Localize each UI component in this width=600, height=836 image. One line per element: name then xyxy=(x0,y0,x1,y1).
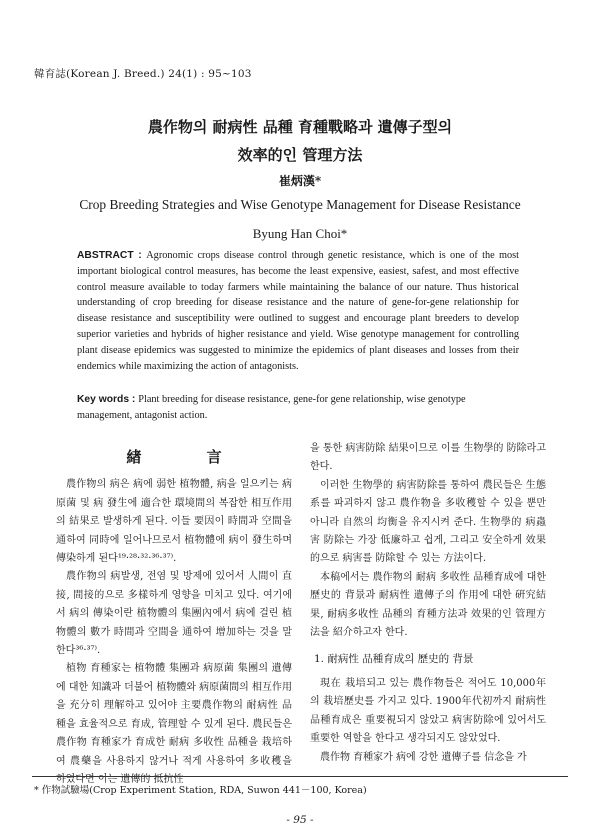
english-title: Crop Breeding Strategies and Wise Genotype Management for Disease Resistance xyxy=(79,197,521,212)
section-heading-introduction: 緖 言 xyxy=(126,448,252,466)
body-paragraph: 이러한 生物學的 病害防除를 통하여 農民들은 生態系를 파괴하지 않고 農作物을 多收穫할 수 있을 뿐만 아니라 自然의 均衡을 유지시켜 준다. 生物學的 病蟲害 防除는 가장 低廉하고 쉽게, 그리고 安全하게 效果的으로 病害를 防除할 수 있는 方法이다. xyxy=(310,479,546,565)
body-paragraph: 農作物의 病발생, 전염 및 방제에 있어서 人間이 直接, 間接的으로 多樣하게 영향을 미치고 있다. 여기에서 病의 傳染이란 植物體의 集團內에서 病에 걸린 植物體의 數가 時間과 空間을 通하여 增加하는 것을 말한다³⁶·³⁷⁾. xyxy=(56,571,292,657)
keywords-label: Key words : xyxy=(77,394,139,405)
body-paragraph: 農作物의 病은 病에 弱한 植物體, 病을 일으키는 病原菌 및 病 發生에 適合한 環境間의 복잡한 相互作用의 結果로 발생하게 된다. 이들 要因이 時間과 空間을 通하여 同時에 일어나므로서 植物體에 病이 發生하며 傳染하게 된다¹⁹·²⁸·³²·³⁶·³⁷⁾. xyxy=(56,479,292,565)
footnote-divider xyxy=(32,776,568,777)
body-paragraph: 植物 育種家는 植物體 集團과 病原菌 集團의 遺傳에 대한 知識과 더불어 植物體와 病原菌間의 相互作用을 充分히 理解하고 있어야 主要農作物의 耐病性 品種을 효율적으로 育成, 管理할 수 있게 된다. 農民들은 農作物 育種家가 育成한 耐病 多收性 品種을 栽培하여 農藥을 사용하지 않거나 적게 사용하여 多收穫을 하였다면 이는 遺傳的 抵抗性 xyxy=(56,663,293,785)
body-left-column xyxy=(56,448,292,789)
korean-author: 崔炳漢* xyxy=(278,174,322,188)
body-paragraph: 을 통한 病害防除 結果이므로 이를 生物學的 防除라고 한다. xyxy=(310,443,546,473)
subsection-heading: 1. 耐病性 品種育成의 歷史的 背景 xyxy=(314,653,474,666)
abstract-label: ABSTRACT : xyxy=(77,250,147,261)
keywords-text: Plant breeding for disease resistance, gene-for gene relationship, wise genotype management, antagonist action. xyxy=(77,394,466,421)
body-paragraph: 本稿에서는 農作物의 耐病 多收性 品種育成에 대한 歷史的 背景과 耐病性 遺傳子의 作用에 대한 硏究結果, 耐病多收性 品種의 育種方法과 效果的인 管理方法을 紹介하고자 한다. xyxy=(310,571,546,639)
abstract xyxy=(77,248,519,374)
body-right-column xyxy=(310,440,546,767)
footnote: * 作物試驗場(Crop Experiment Station, RDA, Suwon 441－100, Korea) xyxy=(34,785,367,796)
keywords xyxy=(77,392,519,424)
body-paragraph: 現在 栽培되고 있는 農作物들은 적어도 10,000年의 栽培歷史를 가지고 있다. 1900年代初까지 耐病性 品種育成은 重要視되지 않았고 病害防除에 있어서도 重要한 역할을 한다고 생각되지도 않았었다. xyxy=(310,677,546,745)
body-paragraph: 農作物 育種家가 病에 강한 遺傳子를 信念을 가 xyxy=(320,751,527,763)
page-number: - 95 - xyxy=(286,814,314,826)
english-author: Byung Han Choi* xyxy=(252,226,348,241)
korean-title-line1: 農作物의 耐病性 品種 育種戰略과 遺傳子型의 xyxy=(147,118,453,136)
korean-title-line2: 效率的인 管理方法 xyxy=(237,146,363,164)
abstract-text: Agronomic crops disease control through genetic resistance, which is one of the most important biological control measures, has become the least expensive, easiest, safest, and most effective control measure available to today farmers while maintaining the balance of our nature. Thus historical understanding of crop breeding for disease resistance and the nature of gene-for-gene relationship for disease resistance and susceptibility were outlined to suggest and encourage plant breeders to develop superior varieties and hybrids of higher resistance and yield. Wise genotype management for controlling plant disease epidemics was suggested to minimize the epidemics of plant diseases and losses from their endemics while maximizing the action of antagonists. xyxy=(77,250,520,372)
journal-reference: 韓育誌(Korean J. Breed.) 24(1) : 95~103 xyxy=(34,68,252,80)
